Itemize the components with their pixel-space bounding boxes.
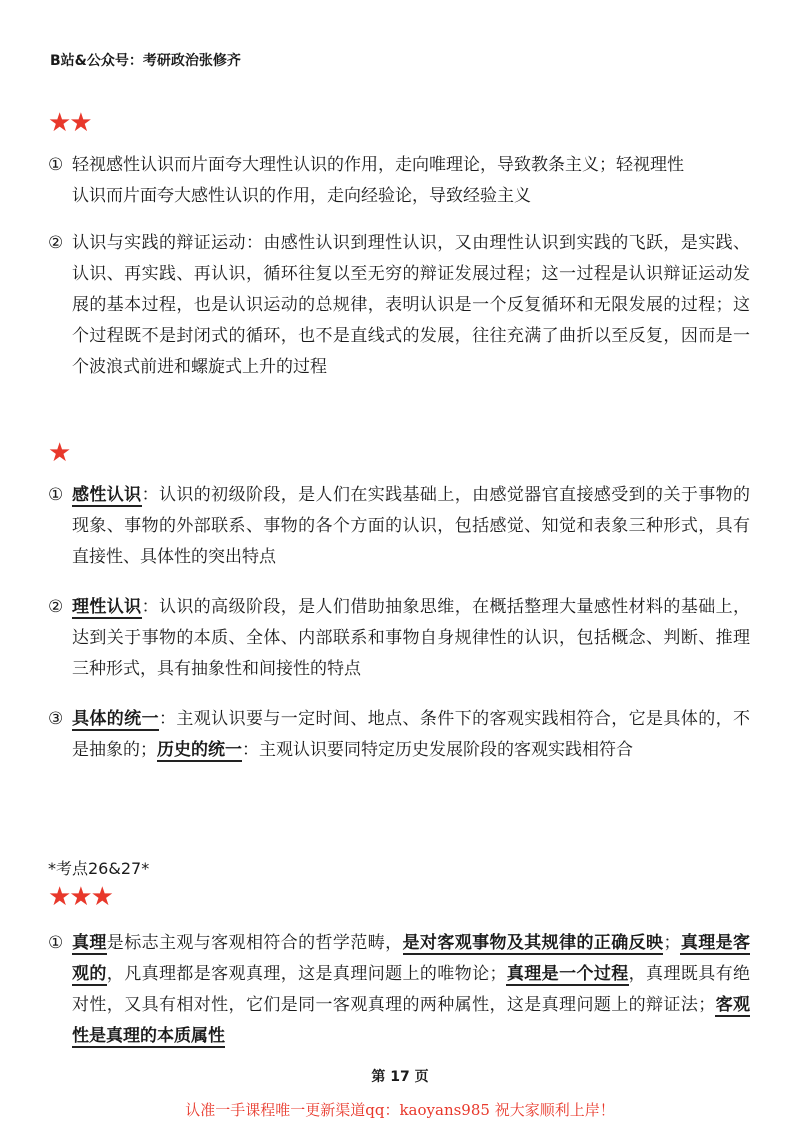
paragraph-text: 由感性认识到理性认识，又由理性认识到实践的飞跃，是实践、认识、再实践、再认识，循环往复以至无穷的辩证发展过程； xyxy=(72,233,751,284)
paragraph-text: 轻视感性认识而片面夸大理性认识的作用，走向唯理论，导致教条主义；轻视理性 xyxy=(72,155,684,175)
item-number: ③ xyxy=(48,709,64,729)
paragraph-text: 因而是一个波浪式前进和螺旋式上升的过程 xyxy=(72,326,751,377)
key-term: 真理是一个过程 xyxy=(506,964,629,984)
paragraph-text: 包括感觉、知觉和表象三种形式， xyxy=(454,516,716,536)
paragraph-text: 是人们在实践基础上， xyxy=(298,485,473,505)
paragraph-text: 这一过程是认识辩证运动发展的基本过程，也是认识运动的总规律，表明认识是一个反复循环和无限发展的过程；这个过程既不是封闭式的循环，也不是直线式的发展， xyxy=(72,264,751,346)
paragraph-lead: 认识与实践的辩证运动： xyxy=(72,233,264,253)
item-number: ① xyxy=(48,485,64,505)
key-term: 具体的统一 xyxy=(72,709,159,729)
point-2-dialectical-movement xyxy=(48,228,750,383)
paragraph-text: 具有抽象性和间接性的特点 xyxy=(157,659,361,679)
page-number: 第 17 页 xyxy=(371,1069,429,1085)
paragraph-text: 是标志主观与客观相符合的哲学范畴， xyxy=(106,933,403,953)
point-truth xyxy=(48,928,750,1052)
exam-point-tag: *考点26&27* xyxy=(48,859,150,878)
paragraph-text: ：主观认识要与一定时间、地点、条件下的客观实践相符合，它是具体的，不是抽象的； xyxy=(72,709,751,760)
paragraph-text: 认识而片面夸大感性认识的作用，走向经验论，导致经验主义 xyxy=(72,186,531,206)
paragraph-text: 包括概念、判断、推理三种形式， xyxy=(72,628,751,679)
paragraph-text: 达到关于事物的本质、全体、内部联系和事物自身规律性的认识， xyxy=(72,628,577,648)
key-term: 真理 xyxy=(72,933,107,953)
paragraph-text: 往往充满了曲折以至反复， xyxy=(472,326,681,346)
item-number: ② xyxy=(48,597,64,617)
key-term: 是对客观事物及其规律的正确反映 xyxy=(402,933,664,953)
item-number: ① xyxy=(48,933,64,953)
paragraph-text: ：主观认识要同特定历史发展阶段的客观实践相符合 xyxy=(242,740,633,760)
key-term: 客观性是真理的本质属性 xyxy=(72,995,751,1046)
paragraph-text: ：认识的高级阶段，是人们借助抽象思维， xyxy=(141,597,473,617)
paragraph-text: 在概括整理大量感性材料的基础上， xyxy=(472,597,751,617)
item-number: ② xyxy=(48,233,64,253)
paragraph-text: ，凡真理都是客观真理，这是真理问题上的唯物论； xyxy=(106,964,507,984)
paragraph-text: 具有直接性、具体性的突出特点 xyxy=(72,516,751,567)
paragraph-text: ； xyxy=(663,933,681,953)
paragraph-text: ，真理既具有绝对性，又具有相对性，它们是同一客观真理的两种属性，这是真理问题上的辩证法； xyxy=(72,964,751,1015)
importance-stars-2: ★★ xyxy=(48,108,91,138)
paragraph-text: ：认识的初级阶段， xyxy=(141,485,299,505)
point-perceptual-knowledge xyxy=(48,480,750,573)
key-term: 真理是客观的 xyxy=(72,933,751,984)
key-term: 感性认识 xyxy=(72,485,142,505)
item-number: ① xyxy=(48,155,64,175)
point-rational-knowledge xyxy=(48,592,750,685)
paragraph-text: 由感觉器官直接感受到的关于事物的现象、事物的外部联系、事物的各个方面的认识， xyxy=(72,485,751,536)
key-term: 理性认识 xyxy=(72,597,142,617)
key-term: 历史的统一 xyxy=(157,740,242,760)
point-concrete-historical-unity xyxy=(48,704,750,766)
importance-stars-1: ★ xyxy=(48,438,70,468)
header-source: B站&公众号：考研政治张修齐 xyxy=(50,53,241,69)
importance-stars-3: ★★★ xyxy=(48,882,112,912)
point-1-empiricism-rationalism xyxy=(48,150,750,212)
footer-notice: 认准一手课程唯一更新渠道qq：kaoyans985 祝大家顺利上岸！ xyxy=(185,1101,615,1119)
